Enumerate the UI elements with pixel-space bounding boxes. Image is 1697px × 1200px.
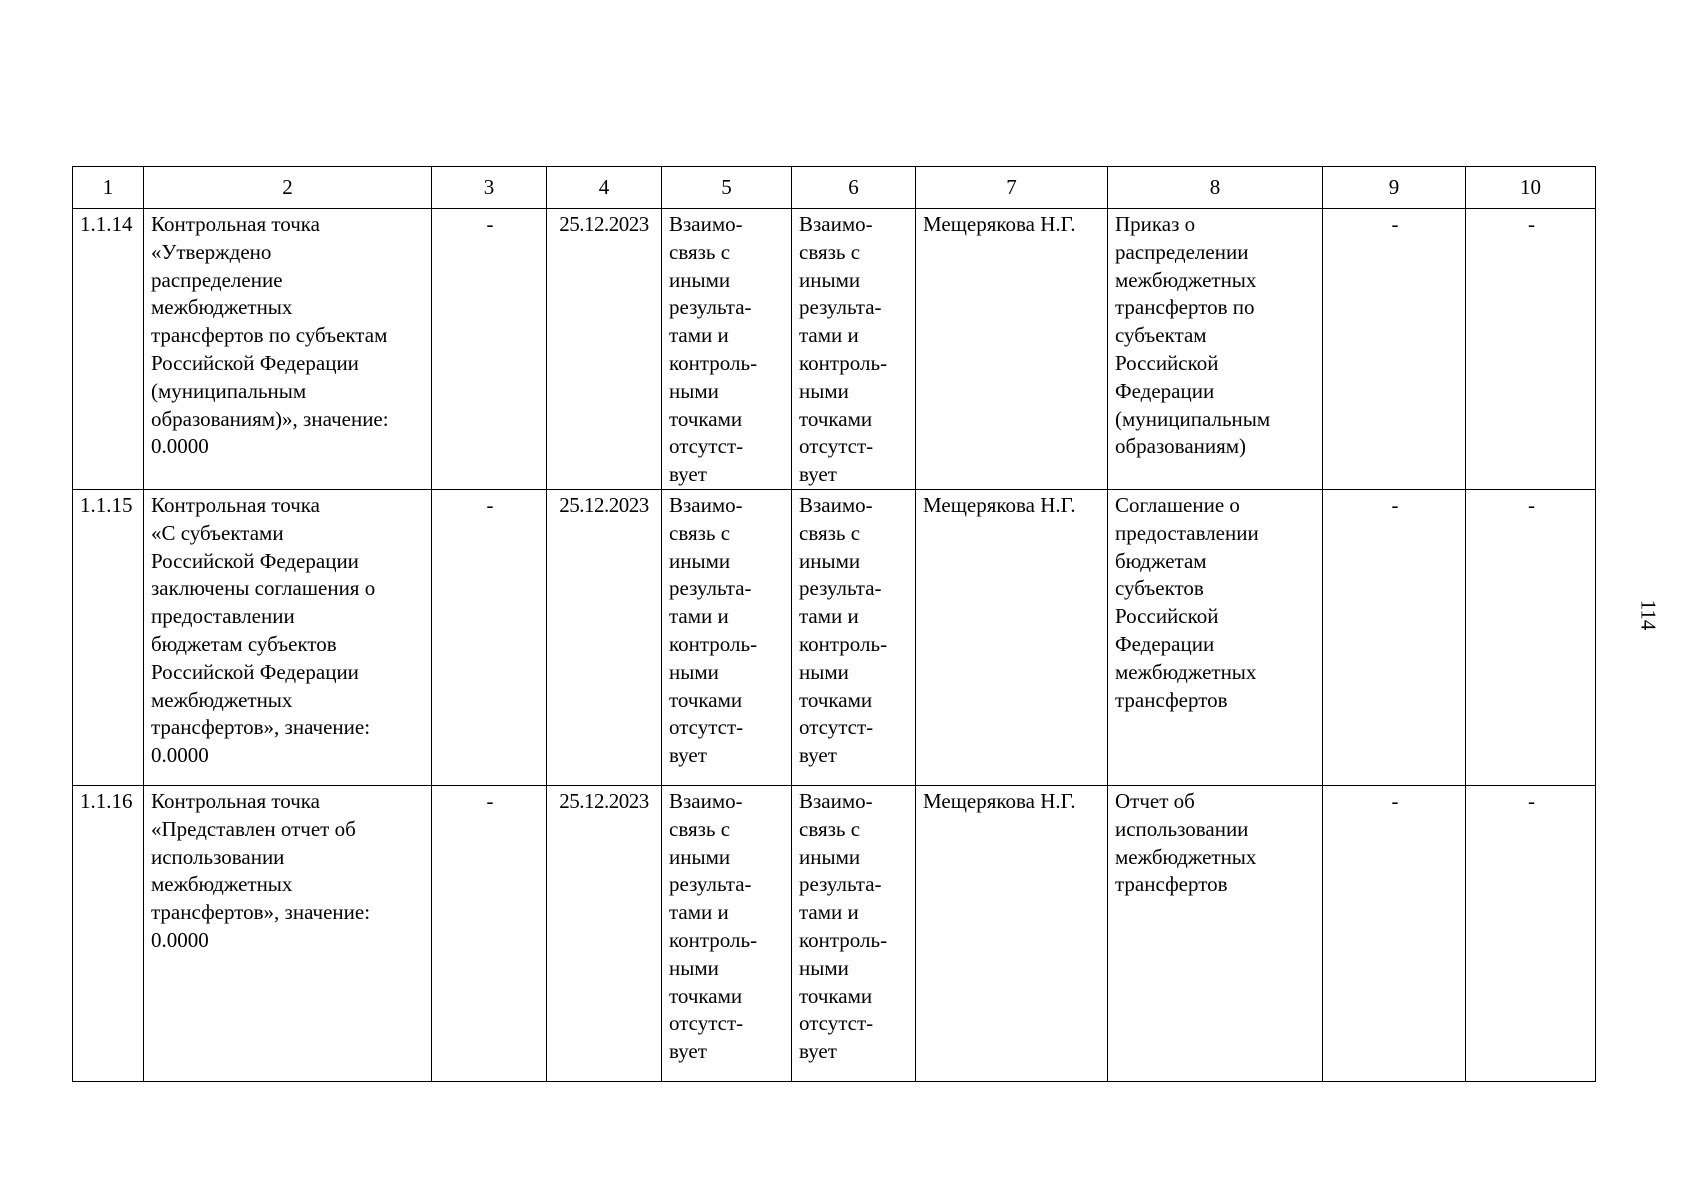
column-header: 7 <box>916 167 1108 209</box>
relation-results-line: ными <box>669 955 719 980</box>
relation-points <box>792 209 916 490</box>
relation-results-line: Взаимо- <box>669 212 743 236</box>
relation-points-line: точками <box>799 983 873 1008</box>
relation-points-line: Взаимо- <box>799 789 873 813</box>
column-header: 1 <box>73 167 144 209</box>
confirming-document-line: межбюджетных <box>1115 844 1257 869</box>
column-header: 9 <box>1323 167 1466 209</box>
control-point-name-line: 0.0000 <box>151 927 209 952</box>
relation-points-line: иными <box>799 267 861 292</box>
relation-results-line: результа- <box>669 295 752 320</box>
relation-results-line: вует <box>669 462 707 487</box>
column-header: 5 <box>662 167 792 209</box>
relation-results-line: отсутст- <box>669 1011 744 1036</box>
relation-points-line: контроль- <box>799 350 888 375</box>
relation-results-line: иными <box>669 267 731 292</box>
confirming-document-line: Федерации <box>1115 378 1215 403</box>
relation-results-line: контроль- <box>669 631 758 656</box>
control-point-name-line: 0.0000 <box>151 743 209 768</box>
row-number: 1.1.15 <box>73 490 144 786</box>
relation-results-line: иными <box>669 844 731 869</box>
control-point-name-line: (муниципальным <box>151 378 307 403</box>
control-point-name-line: трансфертов», значение: <box>151 715 371 740</box>
relation-points <box>792 786 916 1082</box>
control-point-name-line: «Представлен отчет об <box>151 816 356 841</box>
relation-points-line: ными <box>799 955 849 980</box>
relation-results-line: вует <box>669 1039 707 1064</box>
confirming-document-line: субъектов <box>1115 576 1204 601</box>
relation-results <box>662 490 792 786</box>
table-body <box>73 209 1596 1082</box>
control-point-name-line: бюджетам субъектов <box>151 631 337 656</box>
relation-results-line: отсутст- <box>669 715 744 740</box>
relation-results-line: вует <box>669 743 707 768</box>
relation-points-line: вует <box>799 462 837 487</box>
confirming-document-line: бюджетам <box>1115 548 1207 573</box>
relation-results-line: тами и <box>669 604 729 629</box>
row-number: 1.1.14 <box>73 209 144 490</box>
control-point-name-line: 0.0000 <box>151 434 209 459</box>
control-point-name-line: межбюджетных <box>151 687 293 712</box>
control-point-name-line: распределение <box>151 267 283 292</box>
responsible-person: Мещерякова Н.Г. <box>916 490 1108 786</box>
relation-results-line: точками <box>669 983 743 1008</box>
relation-points-line: вует <box>799 743 837 768</box>
column-header: 6 <box>792 167 916 209</box>
col9-value: - <box>1323 209 1466 490</box>
control-point-name-line: «С субъектами <box>151 520 284 545</box>
confirming-document-line: Российской <box>1115 604 1219 629</box>
confirming-document-line: Соглашение о <box>1115 493 1240 517</box>
confirming-document-line: трансфертов <box>1115 872 1228 897</box>
relation-results <box>662 209 792 490</box>
control-point-name-line: Российской Федерации <box>151 350 359 375</box>
responsible-person: Мещерякова Н.Г. <box>916 786 1108 1082</box>
column-header: 4 <box>547 167 662 209</box>
responsible-person: Мещерякова Н.Г. <box>916 209 1108 490</box>
relation-results-line: тами и <box>669 323 729 348</box>
relation-points-line: контроль- <box>799 631 888 656</box>
confirming-document-line: Федерации <box>1115 631 1215 656</box>
relation-points-line: иными <box>799 844 861 869</box>
relation-points-line: отсутст- <box>799 1011 874 1036</box>
relation-results-line: точками <box>669 687 743 712</box>
page-number: 114 <box>1636 599 1661 631</box>
relation-results-line: ными <box>669 378 719 403</box>
relation-points-line: отсутст- <box>799 715 874 740</box>
relation-points-line: Взаимо- <box>799 212 873 236</box>
confirming-document-line: трансфертов по <box>1115 295 1255 320</box>
col3-value: - <box>432 786 547 1082</box>
relation-points-line: связь с <box>799 239 861 264</box>
control-point-name-line: межбюджетных <box>151 872 293 897</box>
control-points-table <box>72 166 1596 1082</box>
due-date: 25.12.2023 <box>547 786 662 1082</box>
control-point-name-line: межбюджетных <box>151 295 293 320</box>
col3-value: - <box>432 209 547 490</box>
relation-points-line: ными <box>799 659 849 684</box>
due-date: 25.12.2023 <box>547 209 662 490</box>
due-date: 25.12.2023 <box>547 490 662 786</box>
relation-points <box>792 490 916 786</box>
control-point-name-line: предоставлении <box>151 604 295 629</box>
relation-points-line: контроль- <box>799 927 888 952</box>
control-point-name <box>144 209 432 490</box>
relation-points-line: тами и <box>799 604 859 629</box>
relation-points-line: точками <box>799 687 873 712</box>
confirming-document-line: субъектам <box>1115 323 1207 348</box>
column-header: 10 <box>1466 167 1596 209</box>
table-header <box>73 167 1596 209</box>
confirming-document-line: (муниципальным <box>1115 406 1271 431</box>
row-number: 1.1.16 <box>73 786 144 1082</box>
relation-results-line: Взаимо- <box>669 789 743 813</box>
table-row <box>73 786 1596 1082</box>
relation-results <box>662 786 792 1082</box>
relation-results-line: тами и <box>669 900 729 925</box>
confirming-document-line: межбюджетных <box>1115 659 1257 684</box>
control-point-name-line: Российской Федерации <box>151 548 359 573</box>
relation-results-line: контроль- <box>669 927 758 952</box>
control-point-name-line: использовании <box>151 844 285 869</box>
relation-points-line: вует <box>799 1039 837 1064</box>
relation-results-line: связь с <box>669 520 731 545</box>
relation-points-line: результа- <box>799 872 882 897</box>
relation-points-line: тами и <box>799 900 859 925</box>
control-point-name-line: Контрольная точка <box>151 493 321 517</box>
relation-results-line: контроль- <box>669 350 758 375</box>
confirming-document <box>1108 490 1323 786</box>
control-point-name-line: трансфертов по субъектам <box>151 323 388 348</box>
relation-points-line: отсутст- <box>799 434 874 459</box>
control-point-name-line: Российской Федерации <box>151 659 359 684</box>
relation-results-line: точками <box>669 406 743 431</box>
confirming-document-line: распределении <box>1115 239 1249 264</box>
table-row <box>73 209 1596 490</box>
confirming-document-line: образованиям) <box>1115 434 1247 459</box>
relation-points-line: результа- <box>799 295 882 320</box>
confirming-document <box>1108 209 1323 490</box>
relation-points-line: Взаимо- <box>799 493 873 517</box>
confirming-document-line: предоставлении <box>1115 520 1259 545</box>
table-row <box>73 490 1596 786</box>
confirming-document-line: Отчет об <box>1115 789 1195 813</box>
relation-results-line: ными <box>669 659 719 684</box>
control-point-name-line: Контрольная точка <box>151 212 321 236</box>
relation-points-line: точками <box>799 406 873 431</box>
col10-value: - <box>1466 209 1596 490</box>
confirming-document-line: межбюджетных <box>1115 267 1257 292</box>
control-point-name <box>144 786 432 1082</box>
relation-results-line: отсутст- <box>669 434 744 459</box>
col3-value: - <box>432 490 547 786</box>
confirming-document <box>1108 786 1323 1082</box>
confirming-document-line: Приказ о <box>1115 212 1196 236</box>
confirming-document-line: Российской <box>1115 350 1219 375</box>
column-header: 8 <box>1108 167 1323 209</box>
confirming-document-line: трансфертов <box>1115 687 1228 712</box>
relation-points-line: ными <box>799 378 849 403</box>
relation-results-line: иными <box>669 548 731 573</box>
control-point-name-line: заключены соглашения о <box>151 576 376 601</box>
relation-points-line: тами и <box>799 323 859 348</box>
control-point-name-line: образованиям)», значение: <box>151 406 389 431</box>
control-point-name <box>144 490 432 786</box>
relation-points-line: иными <box>799 548 861 573</box>
control-point-name-line: Контрольная точка <box>151 789 321 813</box>
control-point-name-line: трансфертов», значение: <box>151 900 371 925</box>
relation-results-line: результа- <box>669 872 752 897</box>
col9-value: - <box>1323 786 1466 1082</box>
relation-results-line: результа- <box>669 576 752 601</box>
relation-points-line: связь с <box>799 520 861 545</box>
column-header: 2 <box>144 167 432 209</box>
relation-results-line: связь с <box>669 239 731 264</box>
relation-results-line: связь с <box>669 816 731 841</box>
confirming-document-line: использовании <box>1115 816 1249 841</box>
relation-points-line: связь с <box>799 816 861 841</box>
col10-value: - <box>1466 786 1596 1082</box>
col10-value: - <box>1466 490 1596 786</box>
column-header: 3 <box>432 167 547 209</box>
relation-points-line: результа- <box>799 576 882 601</box>
relation-results-line: Взаимо- <box>669 493 743 517</box>
col9-value: - <box>1323 490 1466 786</box>
control-point-name-line: «Утверждено <box>151 239 272 264</box>
